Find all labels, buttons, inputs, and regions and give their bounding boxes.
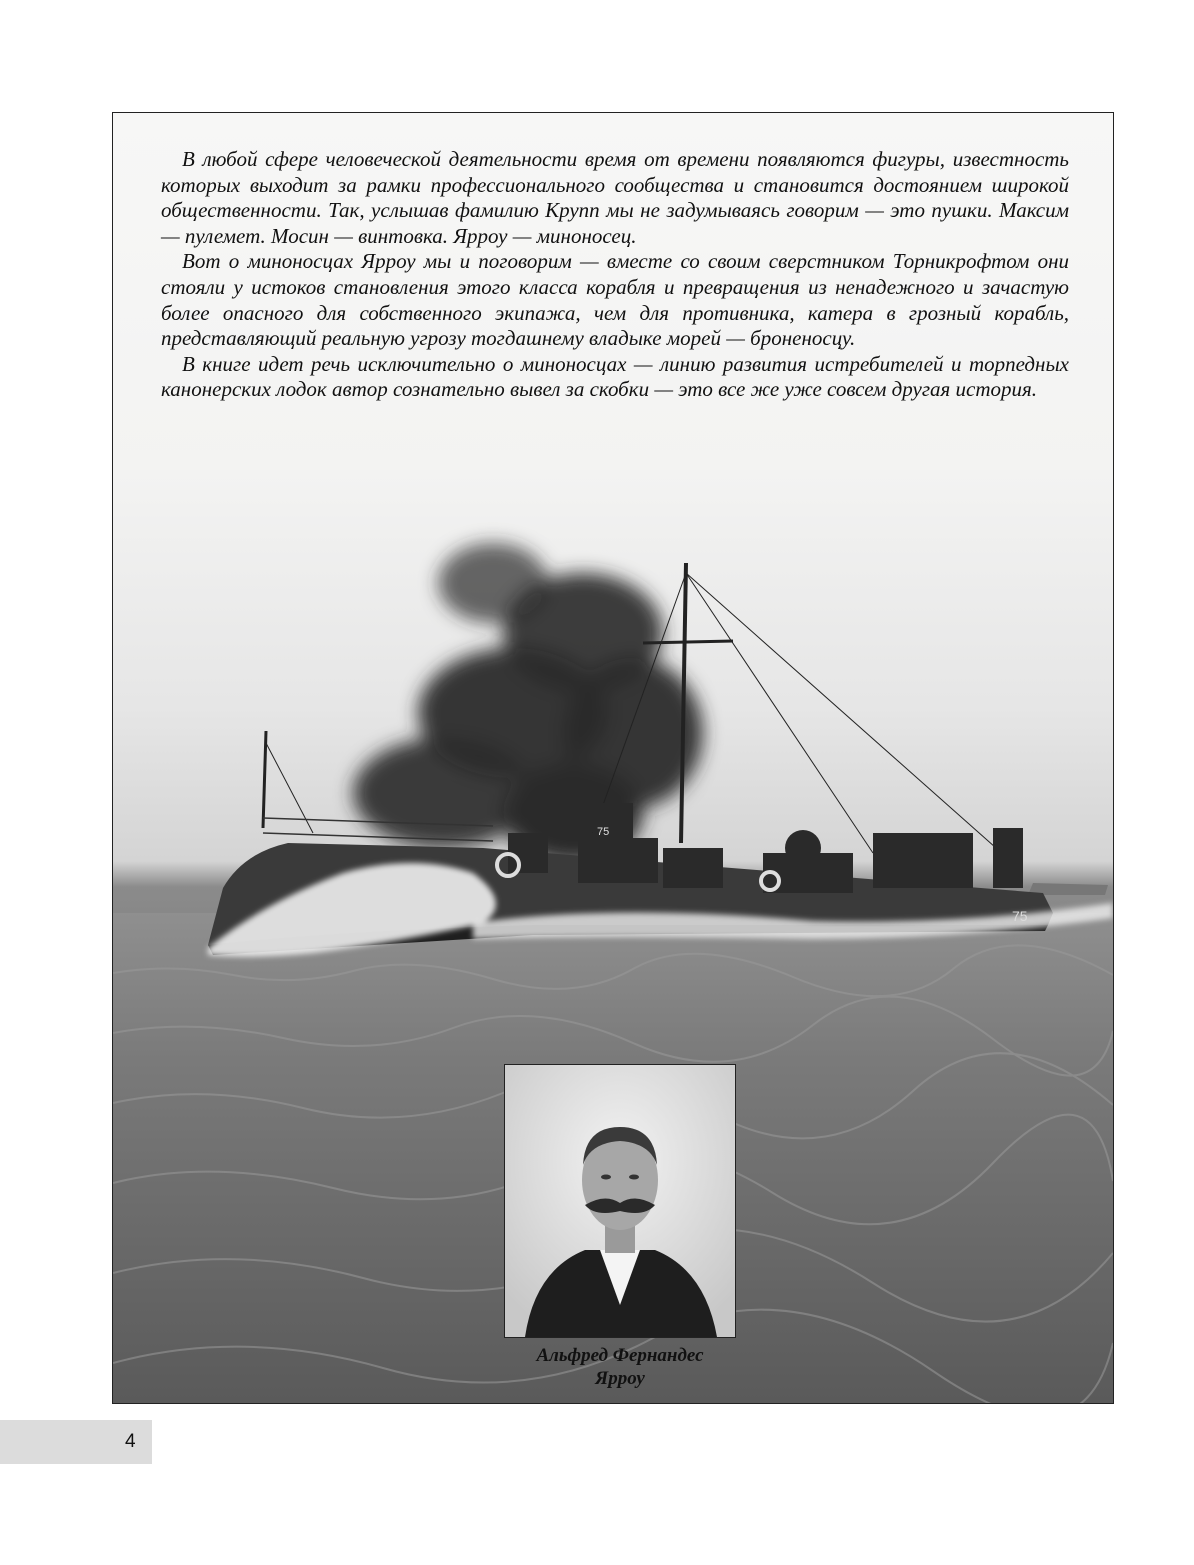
hull-number: 75 (1012, 908, 1028, 924)
intro-paragraph-3: В книге идет речь исключительно о миноносцах — линию развития истребителей и торпедных канонерских лодок автор сознательно вывел за скобки — это все же уже совсем другая история. (161, 351, 1069, 402)
smoke-cloud (353, 543, 703, 863)
photo-frame (112, 112, 1114, 1404)
funnel-number: 75 (597, 826, 610, 838)
caption-line-2: Ярроу (595, 1368, 645, 1389)
portrait-caption (453, 1344, 787, 1390)
intro-text (161, 147, 1069, 403)
intro-paragraph-1: В любой сфере человеческой деятельности время от времени появляются фигуры, известность которых выходит за рамки профессионального сообщества и становится достоянием широкой общественности. Так, услышав фамилию Крупп мы не задумываясь говорим — это пушки. Максим — пулемет. Мосин — винтовка. Ярроу — миноносец. (161, 147, 1069, 248)
portrait-image (505, 1065, 735, 1337)
portrait-photo (504, 1064, 736, 1338)
intro-paragraph-2: Вот о миноносцах Ярроу мы и поговорим — вместе со своим сверстником Торникрофтом они стояли у истоков становления этого класса корабля и превращения из ненадежного и зачастую более опасного для собственного экипажа, чем для противника, катера в грозный корабль, представляющий реальную угрозу тогдашнему владыке морей — броненосцу. (161, 249, 1069, 351)
caption-line-1: Альфред Фернандес (536, 1345, 704, 1366)
page-number: 4 (125, 1431, 136, 1452)
